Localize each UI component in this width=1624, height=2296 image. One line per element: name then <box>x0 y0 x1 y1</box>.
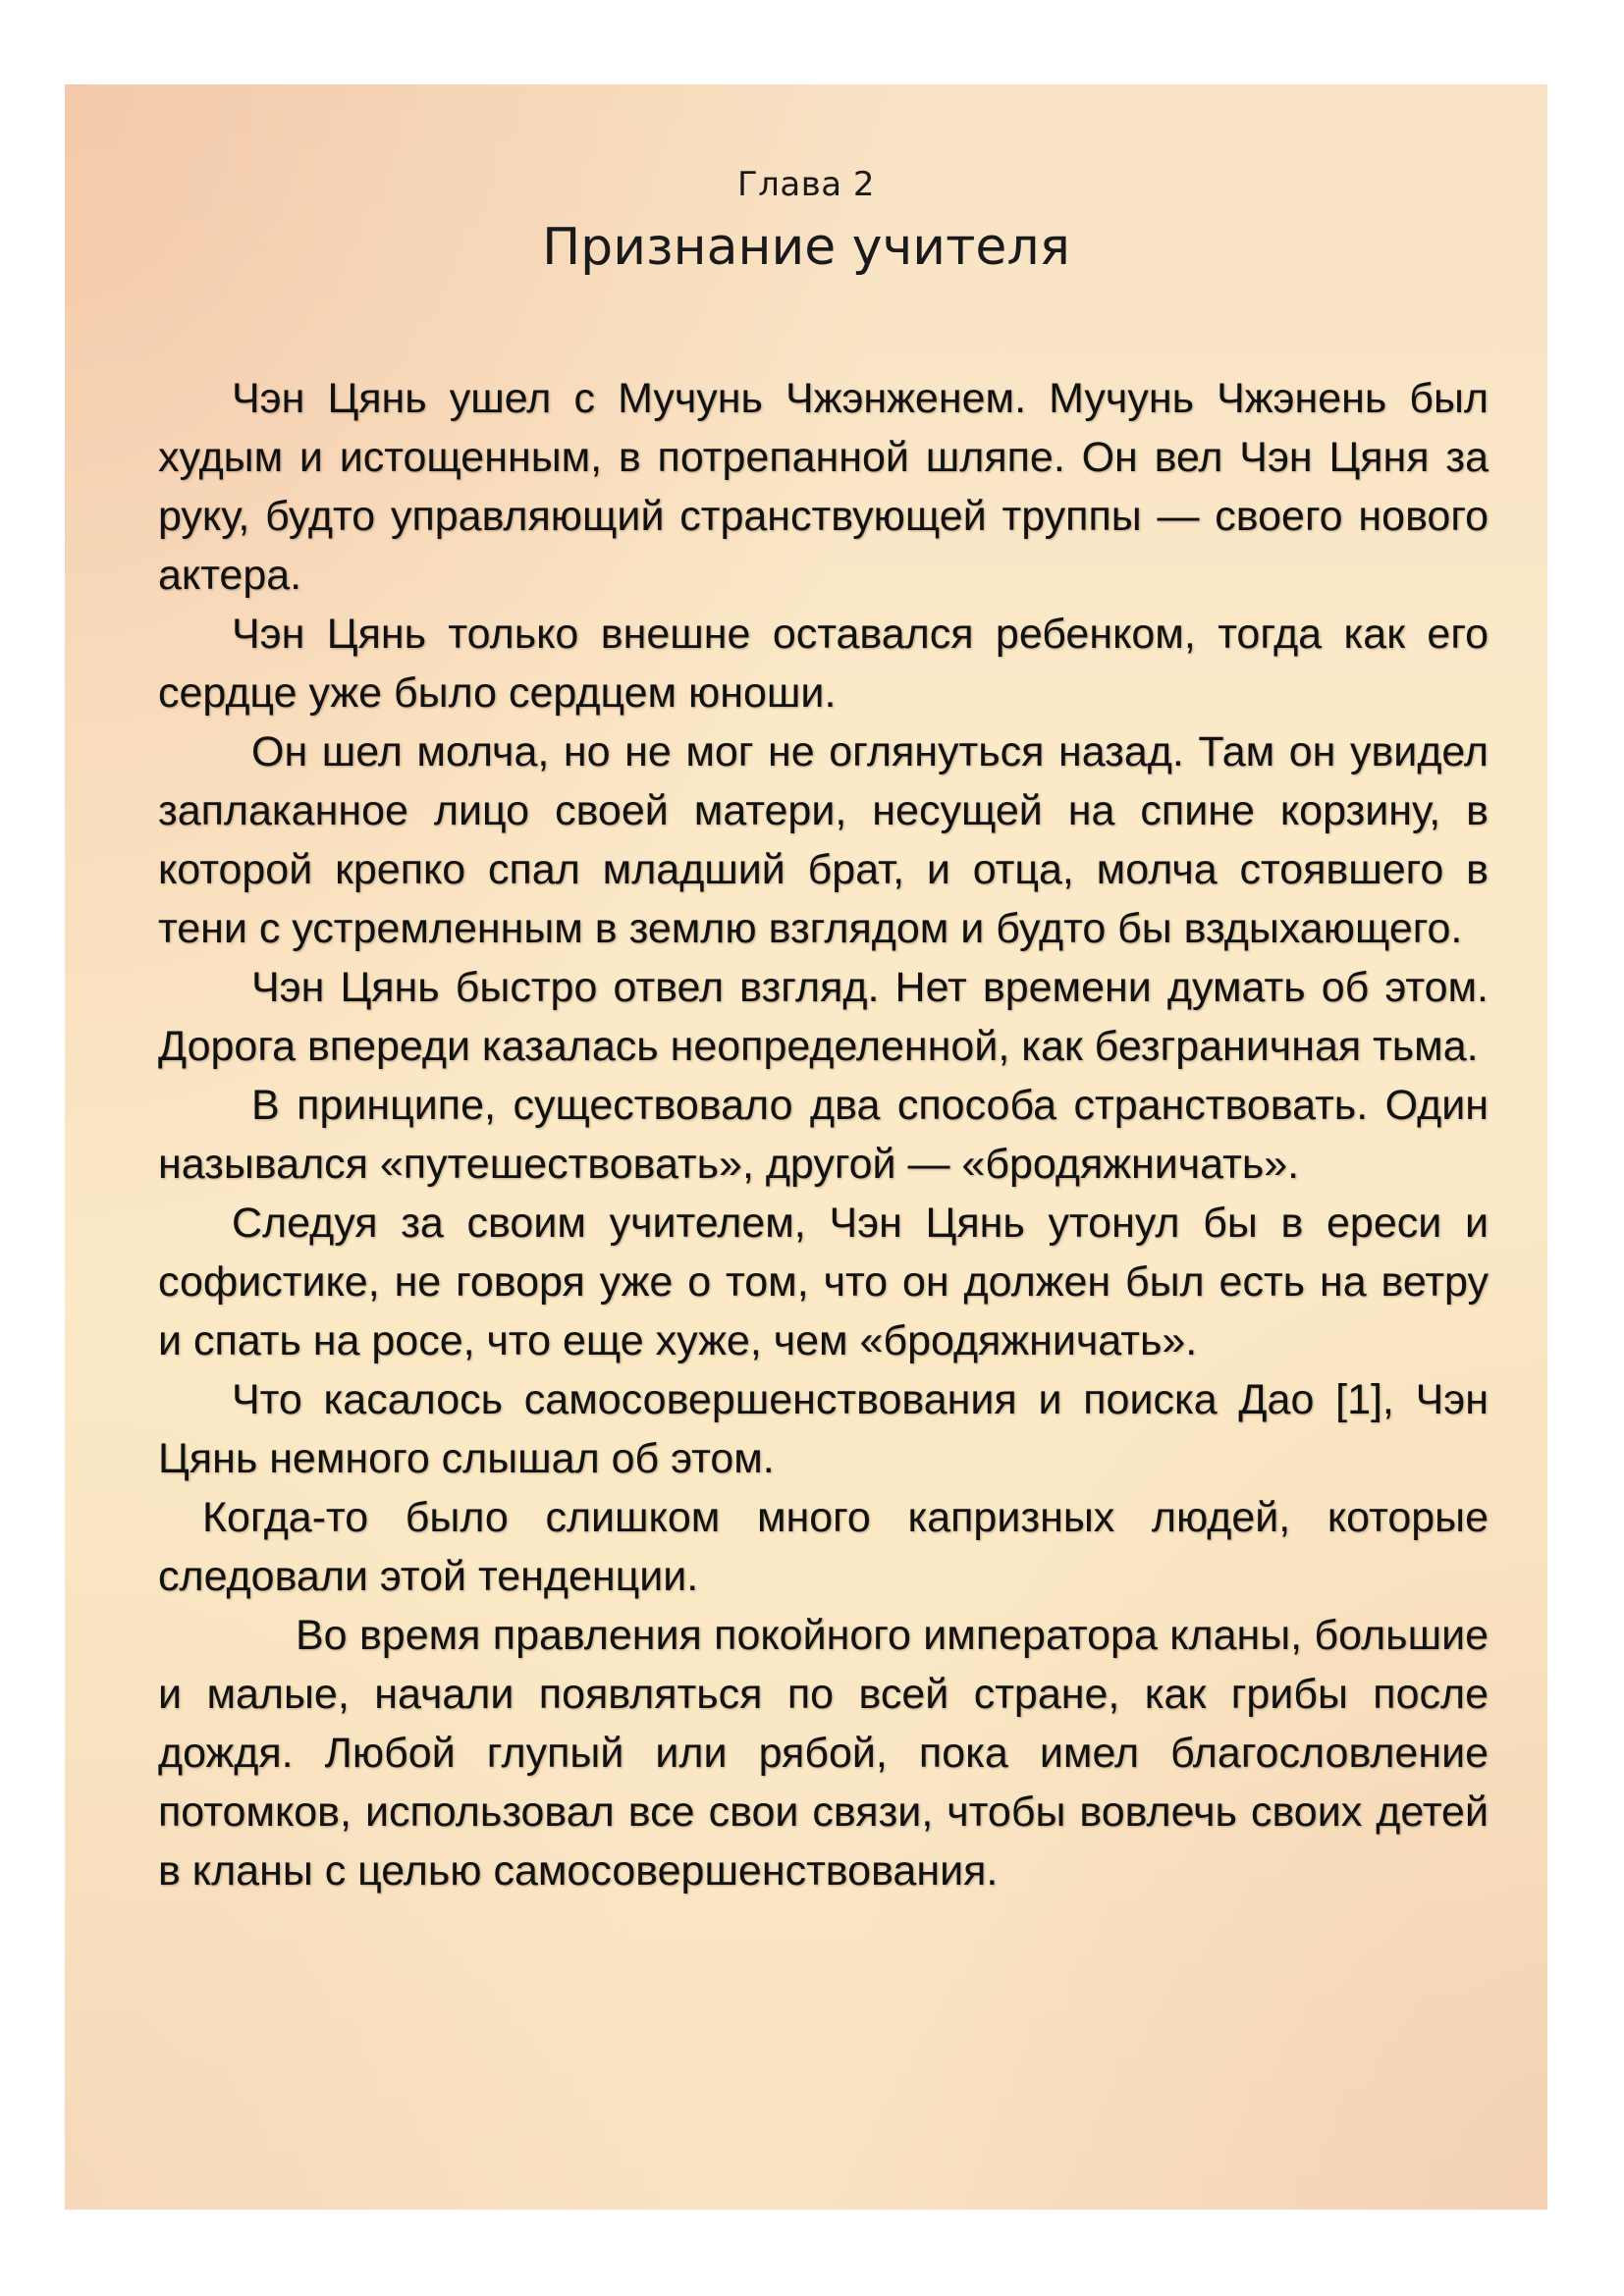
chapter-title: Признание учителя <box>542 218 1070 277</box>
paragraph: Следуя за своим учителем, Чэн Цянь утонул бы в ереси и софистике, не говоря уже о том, что он должен был есть на ветру и спать на росе, что еще хуже, чем «бродяжничать». <box>158 1200 1489 1364</box>
chapter-text <box>158 369 1489 1900</box>
paragraph: В принципе, существовало два способа странствовать. Один назывался «путешествовать», другой — «бродяжничать». <box>158 1082 1489 1188</box>
paragraph: Во время правления покойного императора кланы, большие и малые, начали появляться по всей стране, как грибы после дождя. Любой глупый или рябой, пока имел благословление потомков, использовал все свои связи, чтобы вовлечь своих детей в кланы с целью самосовершенствования. <box>158 1612 1489 1895</box>
paragraph: Чэн Цянь ушел с Мучунь Чжэнженем. Мучунь Чжэнень был худым и истощенным, в потрепанной шляпе. Он вел Чэн Цяня за руку, будто управляющий странствующей труппы — своего нового актера. <box>158 375 1489 599</box>
paragraph: Что касалось самосовершенствования и поиска Дао [1], Чэн Цянь немного слышал об этом. <box>158 1376 1489 1482</box>
paragraph: Он шел молча, но не мог не оглянуться назад. Там он увидел заплаканное лицо своей матери, несущей на спине корзину, в которой крепко спал младший брат, и отца, молча стоявшего в тени с устремленным в землю взглядом и будто бы вздыхающего. <box>158 728 1489 952</box>
paragraph: Чэн Цянь только внешне оставался ребенком, тогда как его сердце уже было сердцем юноши. <box>158 611 1489 717</box>
paragraph: Когда-то было слишком много капризных людей, которые следовали этой тенденции. <box>158 1494 1489 1600</box>
document-page <box>65 84 1547 2210</box>
paragraph: Чэн Цянь быстро отвел взгляд. Нет времени думать об этом. Дорога впереди казалась неопределенной, как безграничная тьма. <box>158 964 1489 1070</box>
chapter-label: Глава 2 <box>736 165 876 204</box>
